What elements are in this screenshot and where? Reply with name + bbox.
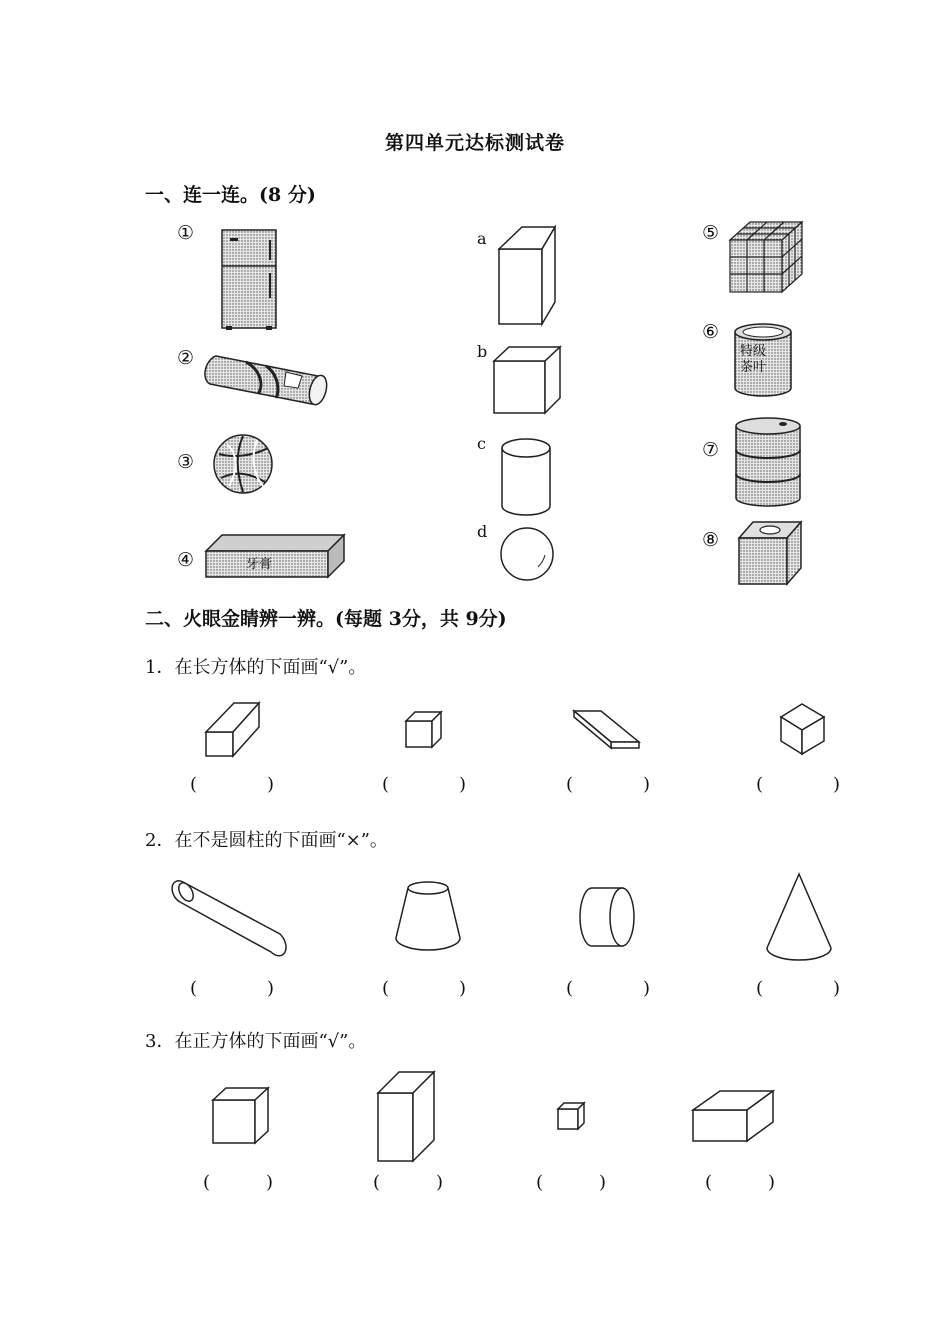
item-number-7: ⑦: [702, 439, 720, 461]
cuboid-shape-a: [498, 226, 558, 326]
q1-figure-2: [405, 711, 443, 749]
q2-figure-2: [394, 880, 464, 952]
question-3: 3．在正方体的下面画“√”。: [145, 1031, 367, 1052]
section1-heading: 一、连一连。(8 分): [145, 184, 316, 206]
item-number-4: ④: [177, 549, 195, 571]
rubiks-cube-image: [728, 220, 804, 294]
q1-figure-4: [780, 703, 826, 755]
tissue-box-image: [737, 520, 803, 586]
q1-answer-3[interactable]: ( ): [566, 774, 650, 795]
cube-shape-b: [492, 346, 564, 416]
q2-figure-3: [578, 886, 636, 950]
q1-answer-2[interactable]: ( ): [382, 774, 466, 795]
q2-figure-1: [177, 880, 289, 956]
section2-heading: 二、火眼金睛辨一辨。(每题 3分，共 9分): [145, 608, 507, 630]
q3-figure-3: [557, 1102, 587, 1132]
q2-figure-4: [765, 872, 833, 964]
page-title: 第四单元达标测试卷: [384, 132, 565, 154]
q1-answer-1[interactable]: ( ): [190, 774, 274, 795]
shape-letter-a: a: [477, 229, 487, 248]
volleyball-image: [213, 434, 275, 496]
rolled-poster-image: [206, 346, 331, 406]
refrigerator-image: [220, 228, 280, 330]
item-number-1: ①: [177, 222, 195, 244]
toothpaste-box-image: [204, 533, 346, 579]
q3-answer-2[interactable]: ( ): [373, 1172, 443, 1193]
item-number-2: ②: [177, 347, 195, 369]
tea-can-label-1: 特级: [740, 344, 767, 359]
q2-answer-4[interactable]: ( ): [756, 978, 840, 999]
shape-letter-b: b: [477, 342, 488, 361]
oil-barrel-image: [733, 416, 803, 508]
q3-figure-1: [212, 1087, 270, 1145]
q3-answer-3[interactable]: ( ): [536, 1172, 606, 1193]
item-number-6: ⑥: [702, 321, 720, 343]
q3-answer-4[interactable]: ( ): [705, 1172, 775, 1193]
item-number-8: ⑧: [702, 529, 720, 551]
q3-figure-2: [377, 1071, 437, 1163]
question-1: 1．在长方体的下面画“√”。: [145, 657, 367, 678]
shape-letter-d: d: [477, 522, 488, 541]
shape-letter-c: c: [477, 434, 486, 453]
q1-answer-4[interactable]: ( ): [756, 774, 840, 795]
q2-answer-3[interactable]: ( ): [566, 978, 650, 999]
tea-can-label-2: 茶叶: [740, 360, 767, 375]
item-number-3: ③: [177, 451, 195, 473]
q1-figure-1: [205, 702, 261, 758]
toothpaste-label: 牙膏: [246, 557, 273, 572]
q2-answer-2[interactable]: ( ): [382, 978, 466, 999]
cylinder-shape-c: [500, 438, 552, 518]
q3-figure-4: [692, 1090, 776, 1144]
q3-answer-1[interactable]: ( ): [203, 1172, 273, 1193]
q2-answer-1[interactable]: ( ): [190, 978, 274, 999]
item-number-5: ⑤: [702, 222, 720, 244]
question-2: 2．在不是圆柱的下面画“×”。: [145, 830, 388, 851]
sphere-shape-d: [500, 527, 556, 583]
q1-figure-3: [573, 710, 641, 750]
